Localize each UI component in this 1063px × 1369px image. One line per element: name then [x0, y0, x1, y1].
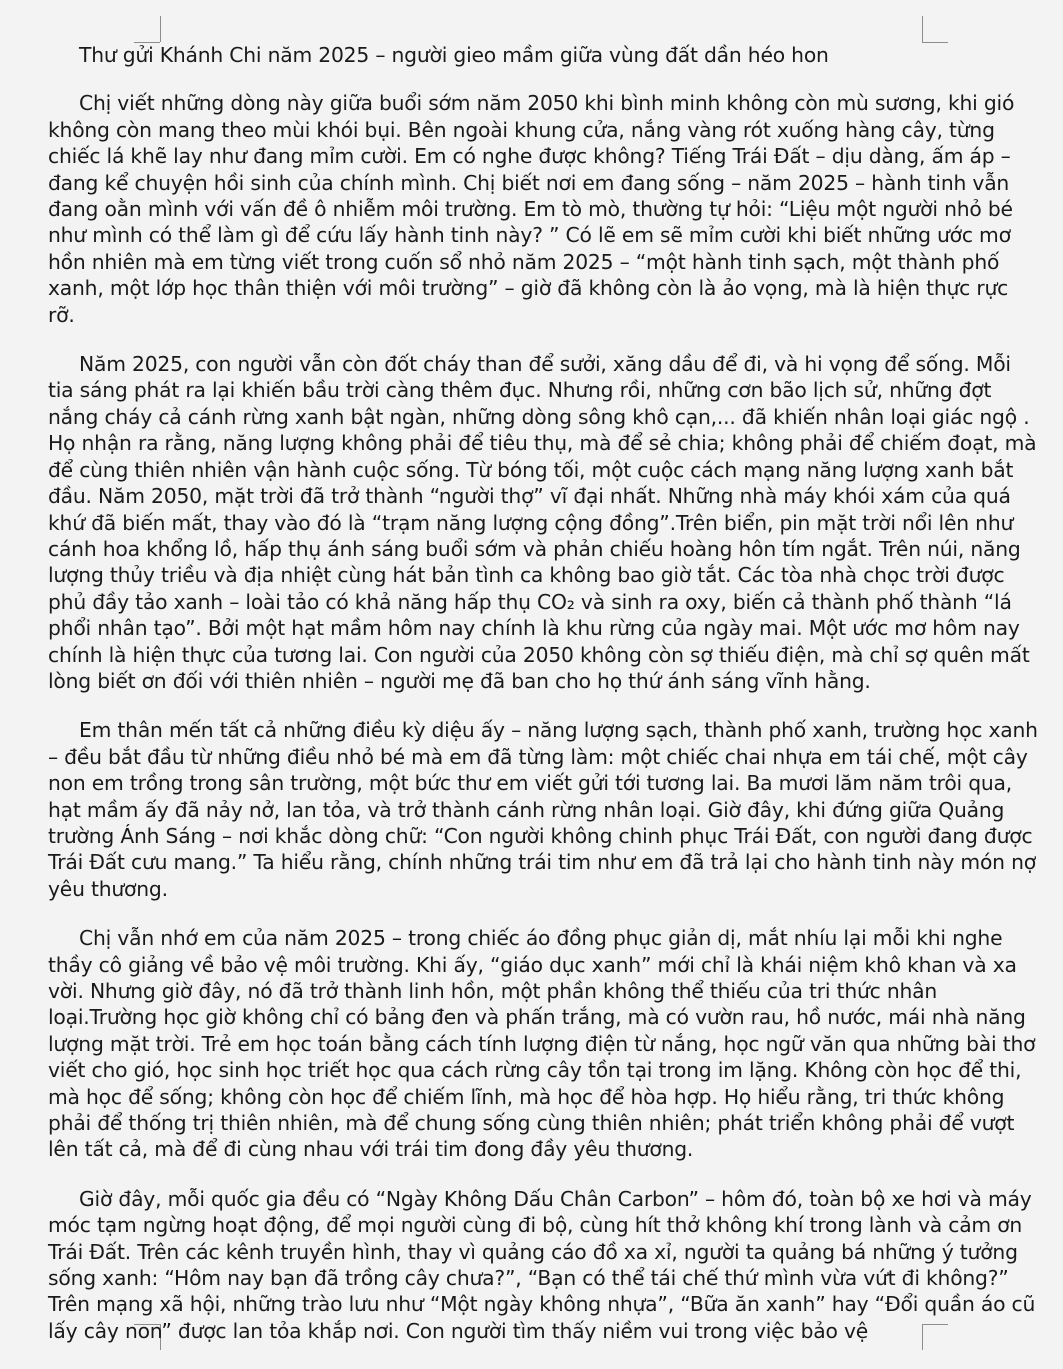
letter-title: Thư gửi Khánh Chi năm 2025 – người gieo mầm giữa vùng đất dần héo hon [79, 43, 829, 67]
document-body [48, 40, 1038, 1344]
paragraph-5: Giờ đây, mỗi quốc gia đều có “Ngày Không Dấu Chân Carbon” – hôm đó, toàn bộ xe hơi và máy móc tạm ngừng hoạt động, để mọi người cùng đi bộ, cùng hít thở không khí trong lành và cảm ơn Trái Đất. Trên các kênh truyền hình, thay vì quảng cáo đồ xa xỉ, người ta quảng bá những ý tưởng sống xanh: “Hôm nay bạn đã trồng cây chưa?”, “Bạn có thể tái chế thứ mình vừa vứt đi không?” Trên mạng xã hội, những trào lưu như “Một ngày không nhựa”, “Bữa ăn xanh” hay “Đổi quần áo cũ lấy cây non” được lan tỏa khắp nơi. Con người tìm thấy niềm vui trong việc bảo vệ [48, 1186, 1036, 1343]
paragraph-3: Em thân mến tất cả những điều kỳ diệu ấy – năng lượng sạch, thành phố xanh, trường học xanh – đều bắt đầu từ những điều nhỏ bé mà em đã từng làm: một chiếc chai nhựa em tái chế, một cây non em trồng trong sân trường, một bức thư em viết gửi tới tương lai. Ba mươi lăm năm trôi qua, hạt mầm ấy đã nảy nở, lan tỏa, và trở thành cánh rừng nhân loại. Giờ đây, khi đứng giữa Quảng trường Ánh Sáng – nơi khắc dòng chữ: “Con người không chinh phục Trái Đất, con người đang được Trái Đất cưu mang.” Ta hiểu rằng, chính những trái tim như em đã trả lại cho hành tinh này món nợ yêu thương. [48, 718, 1038, 901]
paragraph-4: Chị vẫn nhớ em của năm 2025 – trong chiếc áo đồng phục giản dị, mắt nhíu lại mỗi khi nghe thầy cô giảng về bảo vệ môi trường. Khi ấy, “giáo dục xanh” mới chỉ là khái niệm khô khan và xa vời. Nhưng giờ đây, nó đã trở thành linh hồn, một phần không thể thiếu của tri thức nhân loại.Trường học giờ không chỉ có bảng đen và phấn trắng, mà có vườn rau, hồ nước, mái nhà năng lượng mặt trời. Trẻ em học toán bằng cách tính lượng điện từ nắng, học ngữ văn qua những bài thơ viết cho gió, học sinh học triết học qua cách rừng cây tồn tại trong im lặng. Không còn học để thi, mà học để sống; không còn học để chiếm lĩnh, mà học để hòa hợp. Họ hiểu rằng, tri thức không phải để thống trị thiên nhiên, mà để chung sống cùng thiên nhiên; phát triển không phải để vượt lên tất cả, mà để đi cùng nhau với trái tim đong đầy yêu thương. [48, 926, 1036, 1162]
paragraph-1: Chị viết những dòng này giữa buổi sớm năm 2050 khi bình minh không còn mù sương, khi gió không còn mang theo mùi khói bụi. Bên ngoài khung cửa, nắng vàng rót xuống hàng cây, từng chiếc lá khẽ lay như đang mỉm cười. Em có nghe được không? Tiếng Trái Đất – dịu dàng, ấm áp – đang kể chuyện hồi sinh của chính mình. Chị biết nơi em đang sống – năm 2025 – hành tinh vẫn đang oằn mình với vấn đề ô nhiễm môi trường. Em tò mò, thường tự hỏi: “Liệu một người nhỏ bé như mình có thể làm gì để cứu lấy hành tinh này? ” Có lẽ em sẽ mỉm cười khi biết những ước mơ hồn nhiên mà em từng viết trong cuốn sổ nhỏ năm 2025 – “một hành tinh sạch, một thành phố xanh, một lớp học thân thiện với môi trường” – giờ đã không còn là ảo vọng, mà là hiện thực rực rỡ. [48, 91, 1015, 327]
paragraph-2: Năm 2025, con người vẫn còn đốt cháy than để sưởi, xăng dầu để đi, và hi vọng để sống. Mỗi tia sáng phát ra lại khiến bầu trời càng thêm đục. Nhưng rồi, những cơn bão lịch sử, những đợt nắng cháy cả cánh rừng xanh bật ngàn, những dòng sông khô cạn,... đã khiến nhân loại giác ngộ . Họ nhận ra rằng, năng lượng không phải để tiêu thụ, mà để sẻ chia; không phải để chiếm đoạt, mà để cùng thiên nhiên vận hành cuộc sống. Từ bóng tối, một cuộc cách mạng năng lượng xanh bắt đầu. Năm 2050, mặt trời đã trở thành “người thợ” vĩ đại nhất. Những nhà máy khói xám của quá khứ đã biến mất, thay vào đó là “trạm năng lượng cộng đồng”.Trên biển, pin mặt trời nổi lên như cánh hoa khổng lồ, hấp thụ ánh sáng buổi sớm và phản chiếu hoàng hôn tím ngắt. Trên núi, năng lượng thủy triều và địa nhiệt cùng hát bản tình ca không bao giờ tắt. Các tòa nhà chọc trời được phủ đầy tảo xanh – loài tảo có khả năng hấp thụ CO₂ và sinh ra oxy, biến cả thành phố thành “lá phổi nhân tạo”. Bởi một hạt mầm hôm nay chính là khu rừng của ngày mai. Một ước mơ hôm nay chính là hiện thực của tương lai. Con người của 2050 không còn sợ thiếu điện, mà chỉ sợ quên mất lòng biết ơn đối với thiên nhiên – người mẹ đã ban cho họ thứ ánh sáng vĩnh hằng. [48, 352, 1037, 693]
